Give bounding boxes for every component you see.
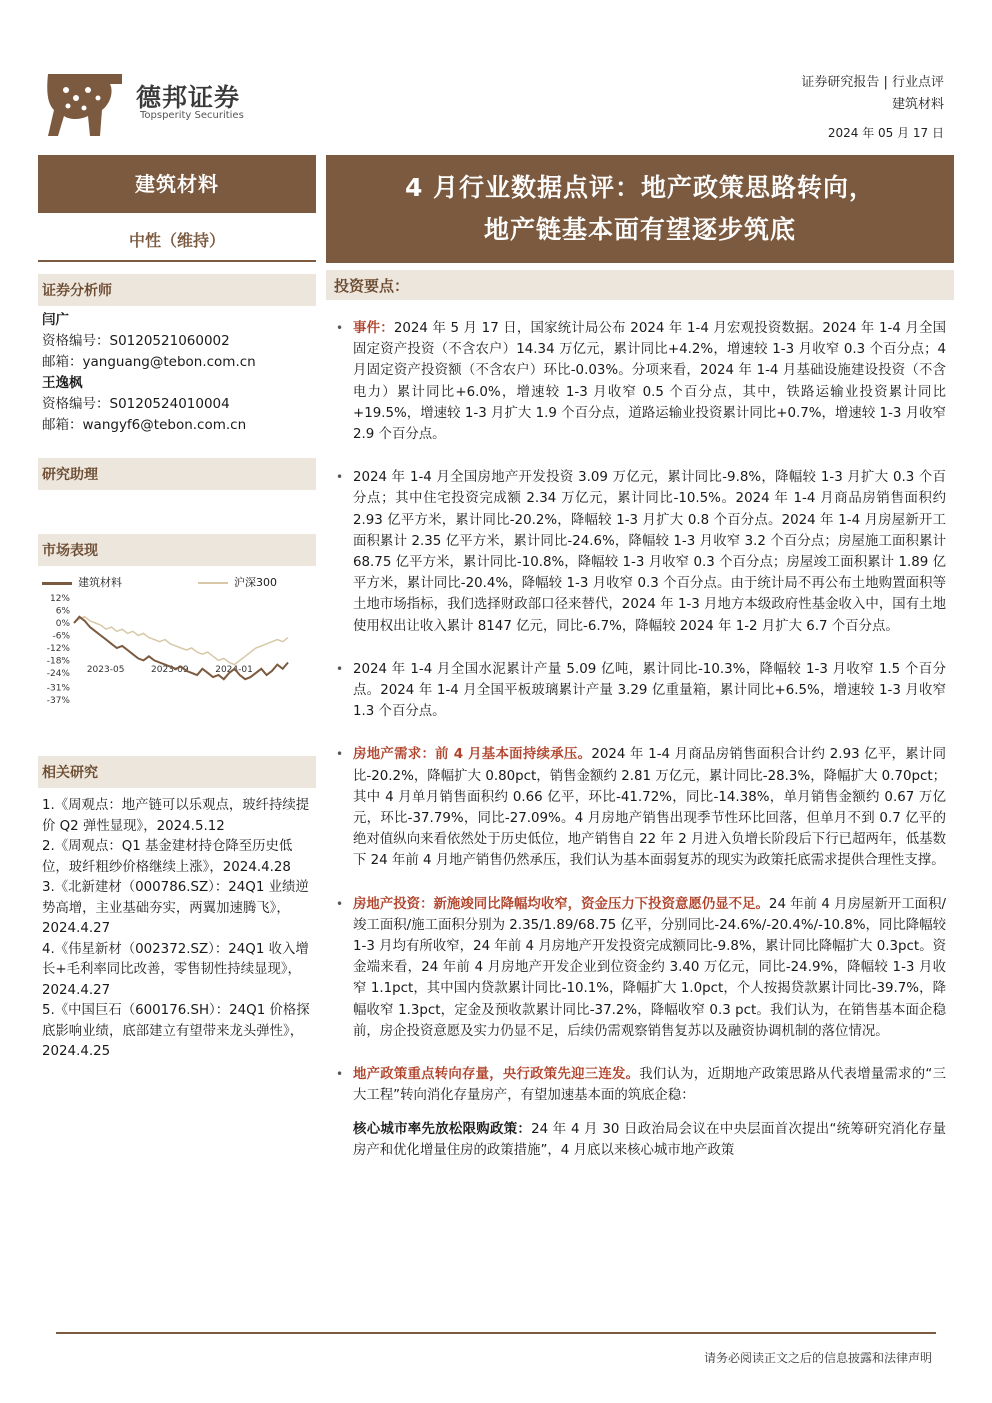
x-tick-label: 2023-09 [151, 664, 189, 675]
analyst-name: 闫广 [42, 312, 69, 328]
related-research-list [38, 796, 316, 1063]
y-tick-label: -31% [46, 683, 70, 694]
related-section-title: 相关研究 [38, 756, 316, 788]
y-tick-label: -12% [46, 643, 70, 654]
related-research-item[interactable]: 1.《周观点：地产链可以乐观点，玻纤持续提价 Q2 弹性显现》，2024.5.12 [42, 798, 310, 834]
y-tick-label: 12% [49, 594, 70, 604]
paragraph-core-cities [353, 1119, 946, 1161]
bullet-icon: • [336, 661, 344, 676]
footer-disclaimer: 请务必阅读正文之后的信息披露和法律声明 [703, 1351, 932, 1365]
brand-name-en: Topsperity Securities [140, 110, 244, 121]
market-performance-chart [38, 592, 316, 710]
sector-title: 建筑材料 [38, 155, 316, 213]
paragraph-text: 我们认为，近期地产政策思路从代表增量需求的“三大工程”转向消化存量房产，有望加速基本面的筑底企稳： [353, 1067, 947, 1104]
title-line-2: 地产链基本面有望逐步筑底 [483, 215, 796, 244]
report-title [326, 155, 954, 263]
related-research-item[interactable]: 3.《北新建材（000786.SZ）：24Q1 业绩逆势高增，主业基础夯实，两翼加速腾飞》，2024.4.27 [42, 880, 309, 936]
legend-item [42, 574, 122, 590]
report-meta [801, 72, 944, 144]
y-tick-label: 6% [55, 606, 70, 617]
analyst-list [38, 310, 316, 436]
related-research-item[interactable]: 2.《周观点：Q1 基金建材持仓降至历史低位，玻纤粗纱价格继续上涨》，2024.4.28 [42, 839, 293, 875]
legend-swatch [198, 582, 228, 584]
related-research-item[interactable]: 4.《伟星新材（002372.SZ）：24Q1 收入增长+毛利率同比改善，零售韧性持续显现》，2024.4.27 [42, 941, 309, 998]
x-tick-label: 2023-05 [86, 664, 125, 675]
investment-highlights-label: 投资要点： [334, 277, 410, 295]
y-tick-label: 0% [55, 618, 70, 629]
title-line-1: 4 月行业数据点评：地产政策思路转向， [404, 173, 876, 202]
paragraph-event [336, 318, 946, 445]
assistant-section-title: 研究助理 [38, 458, 316, 490]
bullet-icon: • [336, 1067, 344, 1082]
x-tick-label: 2024-01 [215, 664, 253, 675]
market-section-title: 市场表现 [38, 534, 316, 566]
legend-label: 沪深300 [234, 576, 277, 589]
bullet-icon: • [336, 747, 344, 762]
paragraph-text: 2024 年 1-4 月商品房销售面积合计约 2.93 亿平，累计同比-20.2%，降幅扩大 0.80pct，销售金额约 2.81 万亿元，累计同比-28.3%，降幅扩大 0.70pct；其中 4 月单月销售面积约 0.66 亿平，环比-41.72%，同比-14.38%，单月销售金额约 0.67 万亿元，环比-37.79%，同比-27.09%。4 月房地产销售出现季节性环比回落，但单月不到 0.7 亿平的绝对值纵向来看依然处于历史低位，地产销售自 22 年 2 月进入负增长阶段后下行已超两年，低基数下 24 年前 4 月地产销售仍然承压，我们认为基本面弱复苏的现实为政策托底需求提供合理性支撑。 [353, 747, 947, 869]
bullet-icon: • [336, 470, 344, 485]
chart-legend [38, 574, 316, 592]
paragraph-demand [336, 744, 946, 871]
rating: 中性（维持） [38, 228, 316, 262]
footer-divider [56, 1332, 936, 1334]
paragraph-investment [336, 894, 946, 1042]
y-tick-label: -24% [46, 668, 70, 679]
paragraph-text: 2024 年 1-4 月全国房地产开发投资 3.09 万亿元，累计同比-9.8%，降幅较 1-3 月扩大 0.3 个百分点；其中住宅投资完成额 2.34 万亿元，累计同比-10.5%。2024 年 1-4 月商品房销售面积约 2.93 亿平方米，累计同比-20.2%，降幅较 1-3 月扩大 0.8 个百分点。2024 年 1-4 月房屋新开工面积累计 2.35 亿平方米，累计同比-24.6%，降幅较 1-3 月收窄 3.2 个百分点；房屋施工面积累计 68.75 亿平方米，累计同比-10.8%，降幅较 1-3 月收窄 0.3 个百分点；房屋竣工面积累计 1.89 亿平方米，累计同比-20.4%，降幅较 1-3 月收窄 0.3 个百分点。由于统计局不再公布土地购置面积等土地市场指标，我们选择财政部口径来替代，2024 年 1-3 月地方本级政府性基金收入中，国有土地使用权出让收入累计 8147 亿元，同比-6.7%，降幅较 2024 年 1-2 月扩大 6.7 个百分点。 [353, 470, 946, 634]
leopard-logo-icon [44, 70, 124, 138]
paragraph-cement-glass [336, 659, 946, 723]
paragraph-policy [336, 1064, 946, 1106]
report-sector: 建筑材料 [891, 97, 944, 112]
bullet-icon: • [336, 321, 344, 335]
analyst-name: 王逸枫 [42, 375, 83, 391]
y-tick-label: -18% [46, 656, 70, 667]
paragraph-text: 2024 年 1-4 月全国水泥累计产量 5.09 亿吨，累计同比-10.3%，降幅较 1-3 月收窄 1.5 个百分点。2024 年 1-4 月全国平板玻璃累计产量 3.29 亿重量箱，累计同比+6.5%，增速较 1-3 月收窄 1.3 个百分点。 [353, 661, 946, 720]
sidebar [38, 155, 316, 1063]
related-research-item[interactable]: 5.《中国巨石（600176.SH）：24Q1 价格探底影响业绩，底部建立有望带来龙头弹性》，2024.4.25 [42, 1003, 310, 1059]
y-tick-label: -6% [52, 631, 70, 642]
legend-swatch [42, 582, 72, 585]
analyst-email[interactable]: 邮箱：yanguang@tebon.com.cn [42, 354, 256, 370]
main-body [336, 318, 946, 1161]
report-date: 2024 年 05 月 17 日 [827, 126, 944, 140]
y-tick-label: -37% [46, 696, 70, 706]
paragraph-text: 24 年 4 月 30 日政治局会议在中央层面首次提出“统筹研究消化存量房产和优化增量住房的政策措施”，4 月底以来核心城市地产政策 [353, 1121, 946, 1158]
report-type: 证券研究报告 | 行业点评 [801, 75, 944, 90]
analyst-email[interactable]: 邮箱：wangyf6@tebon.com.cn [42, 417, 247, 433]
investment-highlights-bar [326, 270, 954, 300]
brand-name-cn: 德邦证券 [136, 83, 241, 112]
paragraph-lead: 核心城市率先放松限购政策： [353, 1121, 532, 1137]
brand-logo [44, 70, 264, 140]
analyst-section-title: 证券分析师 [38, 274, 316, 306]
paragraph-text: 2024 年 5 月 17 日，国家统计局公布 2024 年 1-4 月宏观投资数据。2024 年 1-4 月全国固定资产投资（不含农户）14.34 万亿元，累计同比+4.2%，增速较 1-3 月收窄 0.3 个百分点；4 月固定资产投资额（不含农户）环比-0.03%。分项来看，2024 年 1-4 月基础设施建设投资（不含电力）累计同比+6.0%，增速较 1-3 月收窄 0.5 个百分点，其中，铁路运输业投资累计同比+19.5%，增速较 1-3 月扩大 1.9 个百分点，道路运输业投资累计同比+0.7%，增速较 1-3 月收窄 2.9 个百分点。 [353, 321, 946, 443]
bullet-icon: • [336, 896, 344, 911]
paragraph-lead: 房地产投资：新施竣同比降幅均收窄，资金压力下投资意愿仍显不足。 [353, 896, 769, 912]
analyst-cert: 资格编号：S0120524010004 [42, 396, 230, 412]
paragraph-lead: 地产政策重点转向存量，央行政策先迎三连发。 [353, 1067, 640, 1083]
paragraph-text: 24 年前 4 月房屋新开工面积/竣工面积/施工面积分别为 2.35/1.89/68.75 亿平，分别同比-24.6%/-20.4%/-10.8%，同比降幅较 1-3 月均有所收窄，24 年前 4 月房地产开发投资完成额同比-9.8%，累计同比降幅扩大 0.3pct。资金端来看，24 年前 4 月房地产开发企业到位资金约 3.40 万亿元，同比-24.9%，降幅较 1-3 月收窄 1.1pct，其中国内贷款累计同比-10.1%，降幅扩大 1.0pct，个人按揭贷款累计同比-39.7%，降幅收窄 1.3pct，定金及预收款累计同比-37.2%，降幅收窄 0.3 pct。我们认为，在销售基本面企稳前，房企投资意愿及实力仍显不足，后续仍需观察销售复苏以及融资协调机制的落位情况。 [353, 896, 947, 1039]
paragraph-real-estate-investment [336, 467, 946, 637]
legend-item [198, 574, 277, 590]
paragraph-lead: 房地产需求：前 4 月基本面持续承压。 [353, 747, 592, 763]
paragraph-lead: 事件： [353, 321, 394, 336]
legend-label: 建筑材料 [78, 576, 122, 589]
analyst-cert: 资格编号：S0120521060002 [42, 333, 230, 349]
